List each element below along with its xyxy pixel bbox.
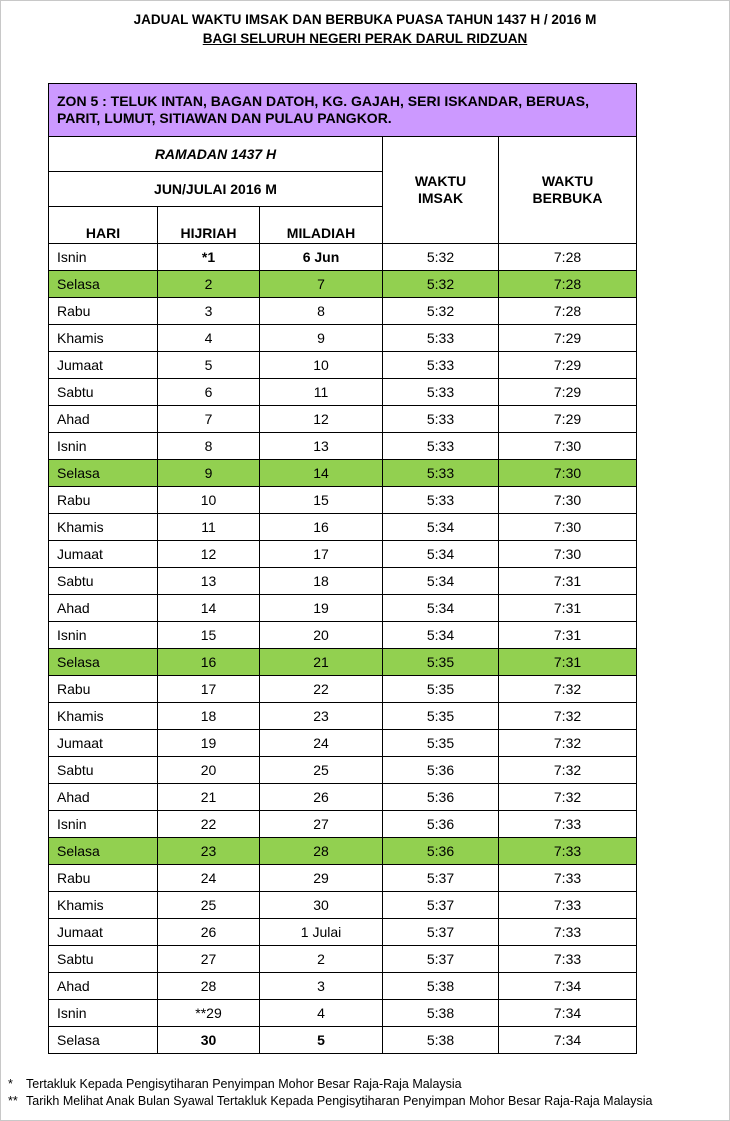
cell-berbuka: 7:31: [499, 649, 637, 676]
cell-hari: Jumaat: [49, 919, 158, 946]
cell-hijriah: 11: [158, 514, 260, 541]
cell-hijriah: 28: [158, 973, 260, 1000]
header-miladiah: MILADIAH: [260, 207, 383, 244]
cell-hijriah: 9: [158, 460, 260, 487]
cell-miladiah: 2: [260, 946, 383, 973]
cell-hijriah: *1: [158, 244, 260, 271]
table-row: [49, 892, 637, 919]
cell-hijriah: 13: [158, 568, 260, 595]
cell-hari: Jumaat: [49, 352, 158, 379]
cell-imsak: 5:33: [383, 406, 499, 433]
cell-hari: Selasa: [49, 271, 158, 298]
table-row: [49, 811, 637, 838]
table-row: [49, 730, 637, 757]
cell-imsak: 5:36: [383, 757, 499, 784]
cell-berbuka: 7:29: [499, 406, 637, 433]
cell-hijriah: 10: [158, 487, 260, 514]
cell-berbuka: 7:32: [499, 730, 637, 757]
page-title: JADUAL WAKTU IMSAK DAN BERBUKA PUASA TAHUN 1437 H / 2016 M: [133, 12, 597, 27]
cell-imsak: 5:38: [383, 973, 499, 1000]
table-row: [49, 649, 637, 676]
cell-hijriah: 15: [158, 622, 260, 649]
cell-imsak: 5:35: [383, 649, 499, 676]
footnote-2-text: Tarikh Melihat Anak Bulan Syawal Tertakluk Kepada Pengisytiharan Penyimpan Mohor Besar Raja-Raja Malaysia: [26, 1094, 653, 1108]
cell-hijriah: 4: [158, 325, 260, 352]
cell-miladiah: 7: [260, 271, 383, 298]
table-row: [49, 487, 637, 514]
cell-berbuka: 7:33: [499, 865, 637, 892]
cell-berbuka: 7:30: [499, 460, 637, 487]
cell-hari: Ahad: [49, 973, 158, 1000]
table-row: [49, 244, 637, 271]
cell-hijriah: 12: [158, 541, 260, 568]
cell-hari: Khamis: [49, 325, 158, 352]
table-row: [49, 1027, 637, 1054]
cell-hijriah: 7: [158, 406, 260, 433]
cell-berbuka: 7:33: [499, 811, 637, 838]
cell-imsak: 5:32: [383, 271, 499, 298]
table-row: [49, 541, 637, 568]
cell-imsak: 5:32: [383, 244, 499, 271]
cell-hijriah: 20: [158, 757, 260, 784]
cell-hijriah: 5: [158, 352, 260, 379]
cell-berbuka: 7:28: [499, 244, 637, 271]
cell-miladiah: 26: [260, 784, 383, 811]
cell-berbuka: 7:29: [499, 379, 637, 406]
cell-berbuka: 7:30: [499, 487, 637, 514]
cell-miladiah: 21: [260, 649, 383, 676]
zone-row: [49, 84, 637, 137]
cell-imsak: 5:34: [383, 514, 499, 541]
cell-hari: Rabu: [49, 298, 158, 325]
cell-miladiah: 29: [260, 865, 383, 892]
cell-hari: Isnin: [49, 622, 158, 649]
cell-hijriah: 17: [158, 676, 260, 703]
cell-berbuka: 7:28: [499, 271, 637, 298]
cell-imsak: 5:33: [383, 433, 499, 460]
cell-berbuka: 7:31: [499, 568, 637, 595]
cell-miladiah: 11: [260, 379, 383, 406]
cell-berbuka: 7:32: [499, 757, 637, 784]
cell-hari: Sabtu: [49, 379, 158, 406]
cell-imsak: 5:35: [383, 676, 499, 703]
page-subtitle: [0, 31, 730, 46]
zone-cell: ZON 5 : TELUK INTAN, BAGAN DATOH, KG. GAJAH, SERI ISKANDAR, BERUAS, PARIT, LUMUT, SITIAWAN DAN PULAU PANGKOR.: [49, 84, 637, 137]
cell-imsak: 5:37: [383, 892, 499, 919]
cell-miladiah: 17: [260, 541, 383, 568]
cell-miladiah: 24: [260, 730, 383, 757]
cell-imsak: 5:33: [383, 460, 499, 487]
header-waktu-berbuka-line2: BERBUKA: [532, 190, 603, 206]
header-waktu-berbuka-line1: WAKTU: [541, 173, 594, 189]
cell-berbuka: 7:32: [499, 676, 637, 703]
cell-hari: Khamis: [49, 703, 158, 730]
footnote-2-mark: **: [8, 1094, 18, 1108]
cell-hijriah: 22: [158, 811, 260, 838]
cell-miladiah: 8: [260, 298, 383, 325]
cell-hijriah: 27: [158, 946, 260, 973]
cell-hari: Sabtu: [49, 568, 158, 595]
table-row: [49, 514, 637, 541]
cell-hari: Isnin: [49, 1000, 158, 1027]
header-waktu-imsak-line1: WAKTU: [414, 173, 467, 189]
cell-hijriah: 30: [158, 1027, 260, 1054]
table-row: [49, 298, 637, 325]
cell-miladiah: 10: [260, 352, 383, 379]
cell-berbuka: 7:30: [499, 514, 637, 541]
cell-hijriah: 26: [158, 919, 260, 946]
table-row: [49, 595, 637, 622]
table-row: [49, 703, 637, 730]
cell-hijriah: 14: [158, 595, 260, 622]
table-row: [49, 757, 637, 784]
cell-hari: Rabu: [49, 487, 158, 514]
header-jun-julai: JUN/JULAI 2016 M: [49, 172, 383, 207]
cell-hari: Selasa: [49, 838, 158, 865]
table-row: [49, 271, 637, 298]
footnote-2: [8, 1094, 652, 1108]
cell-miladiah: 14: [260, 460, 383, 487]
cell-imsak: 5:32: [383, 298, 499, 325]
cell-hijriah: 2: [158, 271, 260, 298]
cell-hari: Sabtu: [49, 757, 158, 784]
cell-miladiah: 20: [260, 622, 383, 649]
cell-berbuka: 7:33: [499, 919, 637, 946]
cell-miladiah: 6 Jun: [260, 244, 383, 271]
header-waktu-berbuka: [499, 137, 637, 244]
table-row: [49, 946, 637, 973]
cell-hari: Isnin: [49, 433, 158, 460]
cell-hijriah: 23: [158, 838, 260, 865]
cell-imsak: 5:34: [383, 568, 499, 595]
table-row: [49, 1000, 637, 1027]
cell-imsak: 5:37: [383, 919, 499, 946]
header-hari: HARI: [49, 207, 158, 244]
header-waktu-imsak: [383, 137, 499, 244]
table-row: [49, 838, 637, 865]
cell-berbuka: 7:30: [499, 433, 637, 460]
table-row: [49, 460, 637, 487]
schedule-table: [48, 83, 637, 1054]
table-row: [49, 676, 637, 703]
cell-hijriah: 21: [158, 784, 260, 811]
cell-imsak: 5:35: [383, 703, 499, 730]
cell-imsak: 5:36: [383, 838, 499, 865]
cell-hijriah: 25: [158, 892, 260, 919]
cell-hari: Isnin: [49, 244, 158, 271]
table-row: [49, 352, 637, 379]
cell-hari: Jumaat: [49, 541, 158, 568]
cell-hijriah: 16: [158, 649, 260, 676]
header-row-ramadan: [49, 137, 637, 172]
cell-miladiah: 9: [260, 325, 383, 352]
cell-imsak: 5:36: [383, 784, 499, 811]
cell-miladiah: 28: [260, 838, 383, 865]
table-row: [49, 433, 637, 460]
cell-miladiah: 3: [260, 973, 383, 1000]
cell-berbuka: 7:33: [499, 892, 637, 919]
cell-miladiah: 4: [260, 1000, 383, 1027]
cell-berbuka: 7:31: [499, 622, 637, 649]
footnote-1: [8, 1077, 462, 1091]
cell-imsak: 5:35: [383, 730, 499, 757]
table-row: [49, 568, 637, 595]
cell-hari: Ahad: [49, 406, 158, 433]
cell-miladiah: 12: [260, 406, 383, 433]
cell-hari: Rabu: [49, 676, 158, 703]
cell-imsak: 5:37: [383, 946, 499, 973]
cell-miladiah: 13: [260, 433, 383, 460]
cell-berbuka: 7:32: [499, 703, 637, 730]
cell-berbuka: 7:29: [499, 352, 637, 379]
table-row: [49, 973, 637, 1000]
table-row: [49, 379, 637, 406]
cell-hari: Sabtu: [49, 946, 158, 973]
cell-hijriah: 18: [158, 703, 260, 730]
cell-berbuka: 7:32: [499, 784, 637, 811]
cell-imsak: 5:34: [383, 595, 499, 622]
table-row: [49, 919, 637, 946]
cell-miladiah: 22: [260, 676, 383, 703]
table-row: [49, 865, 637, 892]
cell-imsak: 5:38: [383, 1000, 499, 1027]
footnote-1-mark: *: [8, 1077, 13, 1091]
footnote-1-text: Tertakluk Kepada Pengisytiharan Penyimpan Mohor Besar Raja-Raja Malaysia: [26, 1077, 462, 1091]
cell-berbuka: 7:34: [499, 973, 637, 1000]
cell-miladiah: 18: [260, 568, 383, 595]
cell-miladiah: 27: [260, 811, 383, 838]
cell-hari: Selasa: [49, 649, 158, 676]
cell-hari: Selasa: [49, 1027, 158, 1054]
table-row: [49, 325, 637, 352]
cell-hari: Selasa: [49, 460, 158, 487]
cell-hari: Khamis: [49, 892, 158, 919]
cell-imsak: 5:38: [383, 1027, 499, 1054]
table-row: [49, 622, 637, 649]
cell-berbuka: 7:34: [499, 1027, 637, 1054]
header-hijriah: HIJRIAH: [158, 207, 260, 244]
cell-miladiah: 30: [260, 892, 383, 919]
cell-imsak: 5:37: [383, 865, 499, 892]
cell-berbuka: 7:33: [499, 838, 637, 865]
cell-berbuka: 7:30: [499, 541, 637, 568]
cell-berbuka: 7:33: [499, 946, 637, 973]
cell-hari: Ahad: [49, 784, 158, 811]
cell-miladiah: 16: [260, 514, 383, 541]
cell-hijriah: 24: [158, 865, 260, 892]
cell-hijriah: 3: [158, 298, 260, 325]
cell-hari: Rabu: [49, 865, 158, 892]
cell-hijriah: 6: [158, 379, 260, 406]
cell-miladiah: 25: [260, 757, 383, 784]
cell-hari: Jumaat: [49, 730, 158, 757]
cell-imsak: 5:33: [383, 325, 499, 352]
table-row: [49, 784, 637, 811]
cell-hijriah: **29: [158, 1000, 260, 1027]
cell-miladiah: 1 Julai: [260, 919, 383, 946]
cell-miladiah: 19: [260, 595, 383, 622]
cell-miladiah: 15: [260, 487, 383, 514]
cell-hari: Isnin: [49, 811, 158, 838]
cell-berbuka: 7:34: [499, 1000, 637, 1027]
cell-hijriah: 19: [158, 730, 260, 757]
cell-imsak: 5:33: [383, 379, 499, 406]
cell-hari: Khamis: [49, 514, 158, 541]
cell-berbuka: 7:31: [499, 595, 637, 622]
header-ramadan: RAMADAN 1437 H: [49, 137, 383, 172]
cell-berbuka: 7:29: [499, 325, 637, 352]
table-row: [49, 406, 637, 433]
cell-imsak: 5:33: [383, 487, 499, 514]
page-subtitle-text: BAGI SELURUH NEGERI PERAK DARUL RIDZUAN: [202, 31, 528, 46]
cell-hari: Ahad: [49, 595, 158, 622]
cell-imsak: 5:36: [383, 811, 499, 838]
cell-miladiah: 5: [260, 1027, 383, 1054]
cell-imsak: 5:33: [383, 352, 499, 379]
cell-imsak: 5:34: [383, 622, 499, 649]
cell-berbuka: 7:28: [499, 298, 637, 325]
cell-hijriah: 8: [158, 433, 260, 460]
cell-miladiah: 23: [260, 703, 383, 730]
cell-imsak: 5:34: [383, 541, 499, 568]
header-waktu-imsak-line2: IMSAK: [417, 190, 464, 206]
